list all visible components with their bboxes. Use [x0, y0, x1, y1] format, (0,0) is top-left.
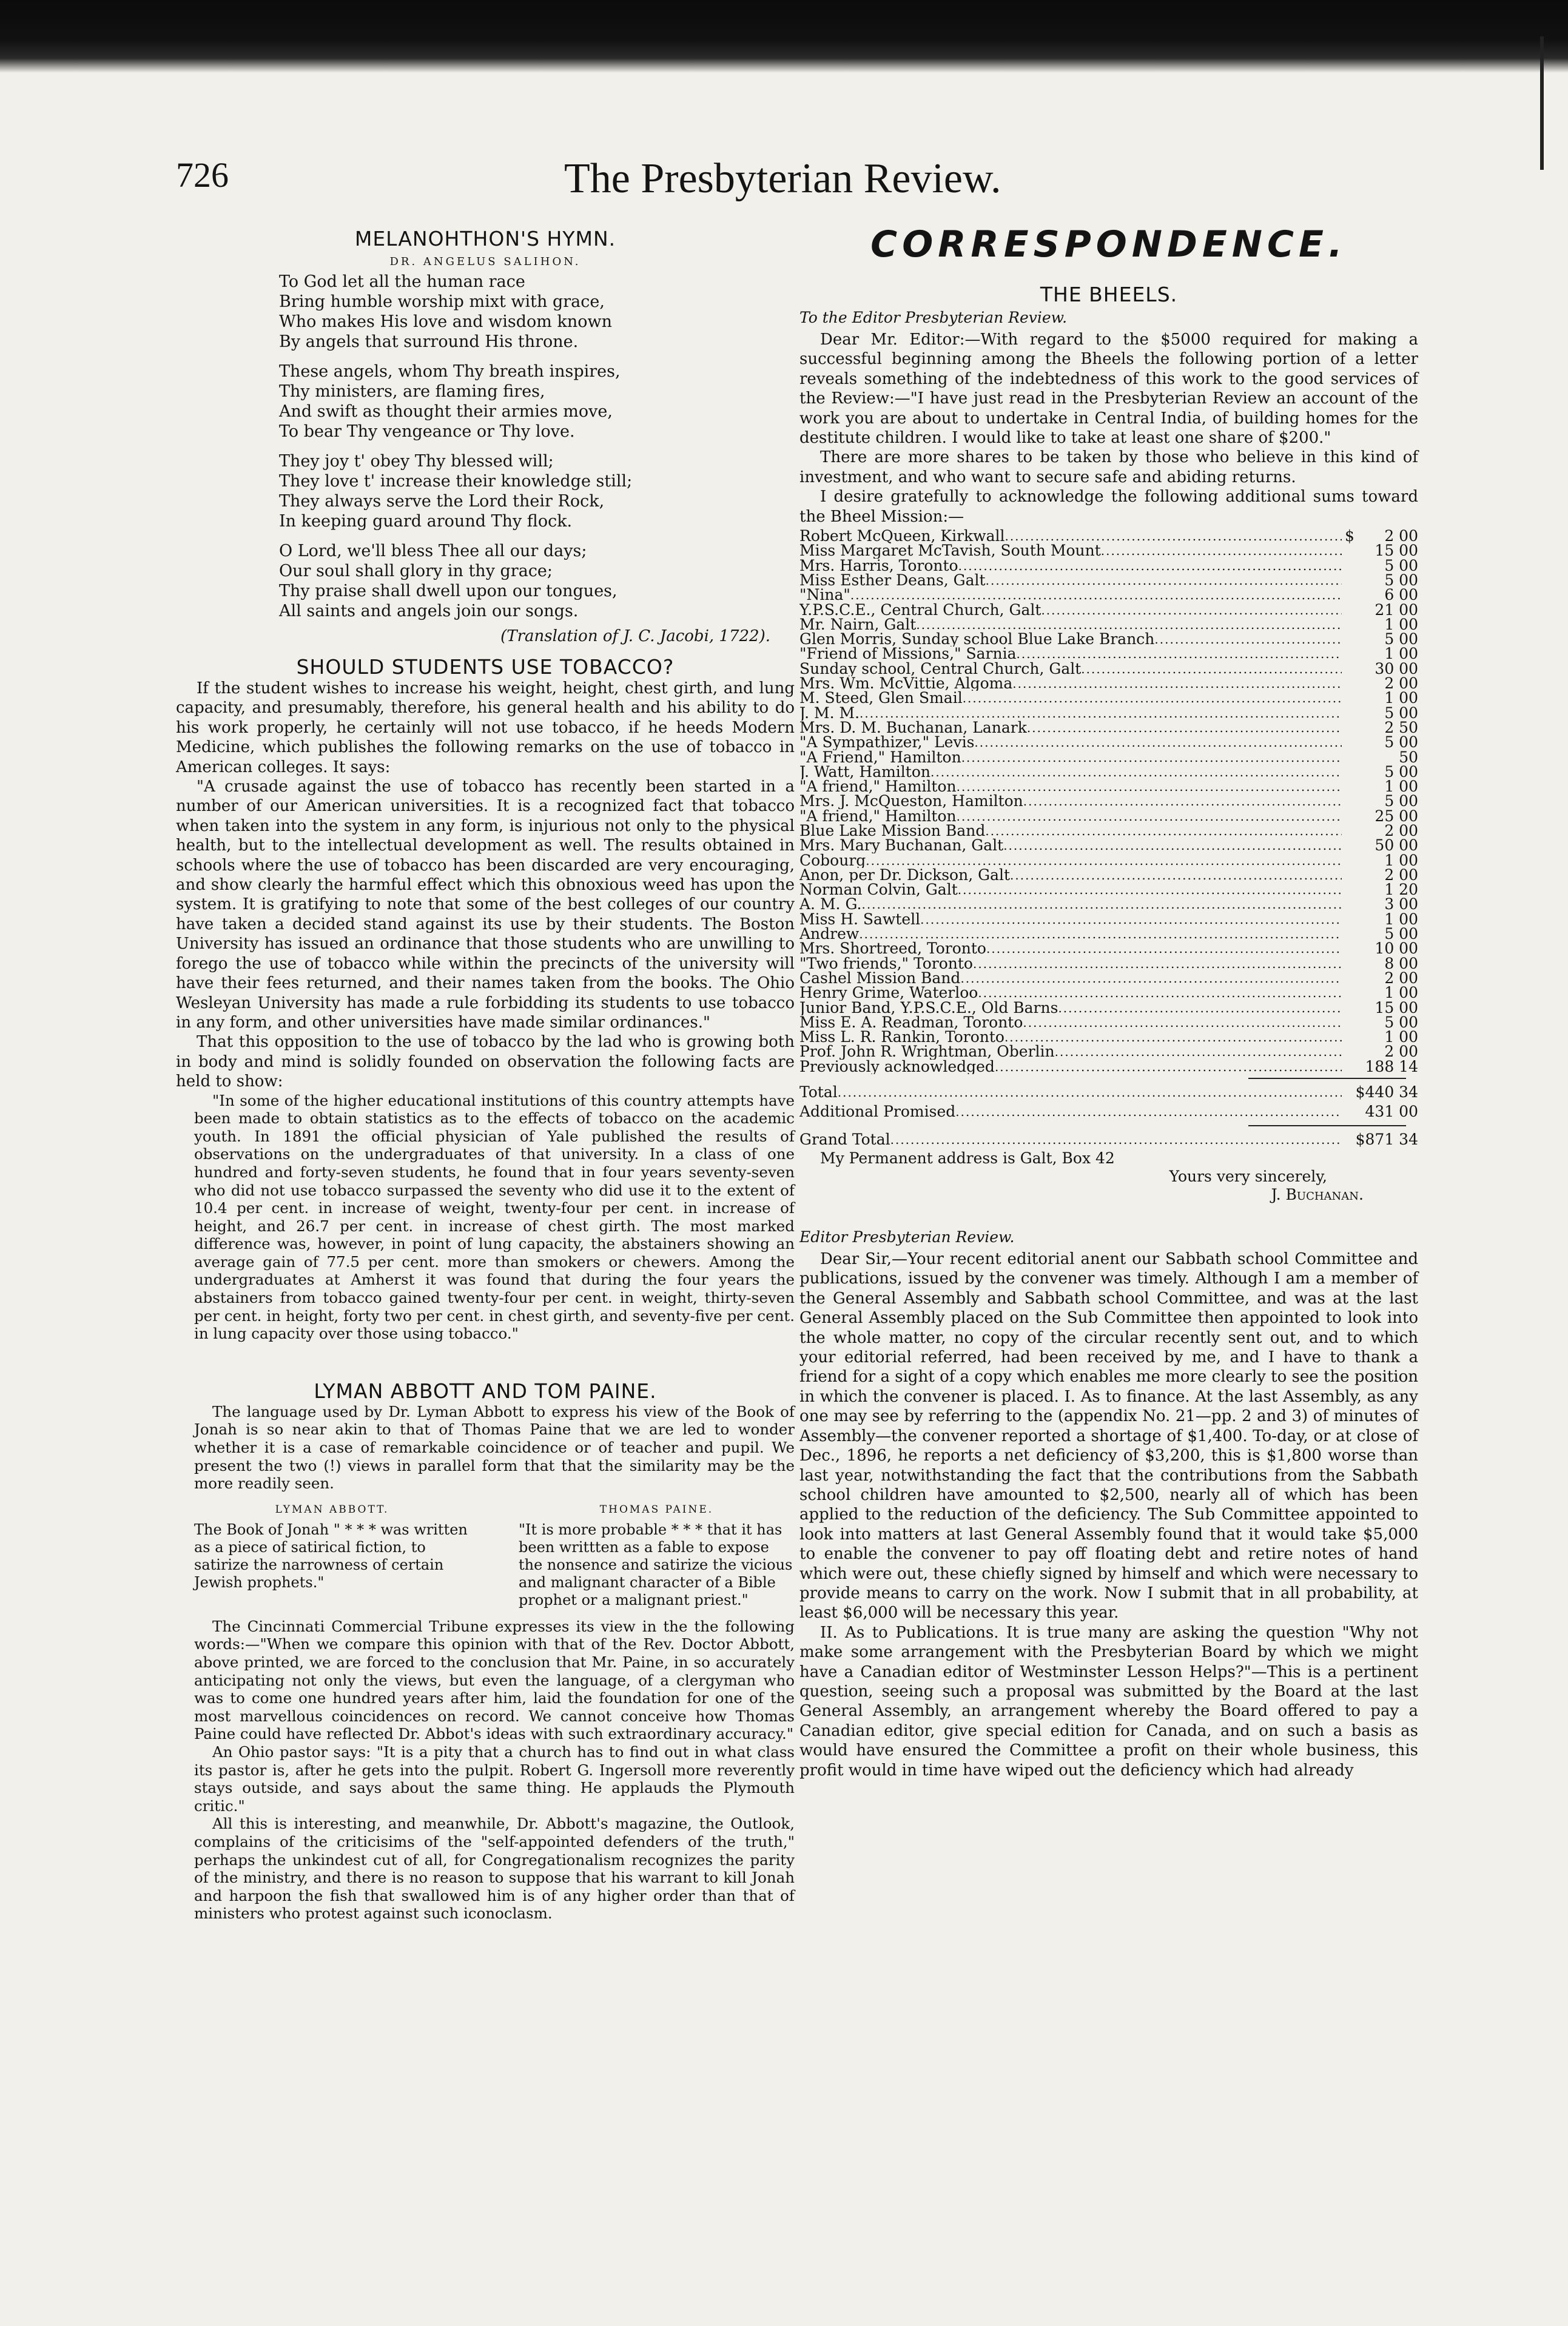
donation-row	[799, 1015, 1418, 1030]
currency-sign	[1342, 882, 1358, 897]
running-title: The Presbyterian Review.	[564, 155, 1001, 202]
currency-sign	[1342, 632, 1358, 647]
total-row	[799, 1083, 1418, 1102]
hymn-stanza: O Lord, we'll bless Thee all our days; Our soul shall glory in thy grace; Thy praise shall dwell upon our tongues, All saints and angels join our songs.	[279, 542, 617, 620]
promised-amount: 431 00	[1365, 1103, 1418, 1121]
currency-sign	[1342, 735, 1358, 750]
grand-total-rule	[1248, 1125, 1406, 1126]
currency-sign	[1342, 809, 1358, 824]
leader-dots	[985, 824, 1342, 838]
donor-name: Norman Colvin, Galt	[799, 882, 958, 898]
leader-dots	[1023, 1015, 1342, 1030]
currency-sign	[1342, 662, 1358, 676]
donor-name: "A friend," Hamilton	[799, 779, 957, 795]
leader-dots	[978, 986, 1342, 1000]
tobacco-intro: If the student wishes to increase his weight, height, chest girth, and lung capacity, and presumably, therefore, his general health and his ability to do his work properly, he certainly will not use tobacco, if he heeds Modern Medicine, which publishes the following remarks on the use of tobacco in American colleges. It says:	[176, 679, 795, 776]
donation-amount: 1 00	[1384, 910, 1418, 928]
currency-sign	[1342, 868, 1358, 882]
leader-dots	[1003, 838, 1342, 853]
currency-sign	[1342, 956, 1358, 971]
donation-row	[799, 718, 1418, 736]
lyman-title: LYMAN ABBOTT AND TOM PAINE.	[314, 1379, 657, 1403]
leader-dots	[930, 765, 1342, 779]
donor-name: Miss Margaret McTavish, South Mount	[799, 543, 1101, 559]
donation-amount: 8 00	[1384, 954, 1418, 972]
tobacco-quote-2-block	[194, 1092, 795, 1343]
donation-row	[799, 941, 1418, 956]
donation-amount: 1 20	[1384, 881, 1418, 899]
donation-row	[799, 556, 1418, 574]
leader-dots	[974, 735, 1342, 750]
donation-amount: 5 00	[1384, 571, 1418, 589]
donor-name: Mrs. D. M. Buchanan, Lanark	[799, 720, 1027, 736]
donation-row	[799, 853, 1418, 868]
currency-sign	[1342, 559, 1358, 573]
donation-row	[799, 998, 1418, 1017]
donation-row	[799, 706, 1418, 721]
donation-amount: 2 00	[1384, 866, 1418, 884]
donation-amount: 2 00	[1384, 969, 1418, 987]
donation-amount: 5 00	[1384, 630, 1418, 648]
donor-name: Miss L. R. Rankin, Toronto	[799, 1030, 1004, 1045]
permanent-address: My Permanent address is Galt, Box 42	[820, 1149, 1115, 1168]
donation-row	[799, 779, 1418, 794]
lyman-intro-block	[194, 1403, 795, 1493]
donor-name: Miss E. A. Readman, Toronto	[799, 1015, 1023, 1030]
leader-dots	[1101, 543, 1342, 558]
donation-row	[799, 735, 1418, 750]
currency-sign	[1342, 691, 1358, 705]
donation-amount: 10 00	[1375, 939, 1418, 958]
donor-name: A. M. G.	[799, 897, 862, 912]
currency-sign	[1342, 750, 1358, 765]
donation-amount: 5 00	[1384, 1013, 1418, 1031]
leader-dots	[860, 706, 1342, 721]
donation-amount: 2 00	[1384, 822, 1418, 839]
donation-row	[799, 617, 1418, 632]
donation-row	[799, 750, 1418, 765]
donor-name: "A Friend," Hamilton	[799, 750, 961, 765]
leader-dots	[958, 882, 1342, 897]
page-number: 726	[176, 155, 229, 195]
donation-row	[799, 1057, 1418, 1075]
donation-amount: 1 00	[1384, 645, 1418, 663]
second-letter-paragraph: Dear Sir,—Your recent editorial anent our Sabbath school Committee and publications, issued by the convener was timely. Although I am a member of the General Assembly and Sabbath school Committee, and was at the last General Assembly placed on the Sub Committee then appointed to look into the whole matter, no copy of the circular recently sent out, and to which your editorial referred, had been received by me, and I have to thank a friend for a sight of a copy which enables me more clearly to see the position in which the convener is placed. I. As to finance. At the last Assembly, as any one may see by referring to the (appendix No. 21—pp. 2 and 3) of minutes of Assembly—the convener reported a shortage of $1,400. To-day, or at close of Dec., 1896, he reports a net deficiency of $3,200, this is $1,800 worse than last year, notwithstanding the fact that the contributions from the Sabbath school children have amounted to $2,500, nearly all of which has been applied to the reduction of the deficiency. The Sub Committee appointed to look into matters at last General Assembly found that it would take $5,000 to enable the convener to pay off floating debt and retire notes of hand which were out, these chiefly signed by himself and which were necessary to provide means to carry on the work. Now I submit that in all probability, at least $6,000 will be necessary this year.	[799, 1250, 1418, 1622]
leader-dots	[1017, 647, 1342, 661]
grand-total-amount: $871 34	[1355, 1131, 1418, 1149]
donation-amount: 5 00	[1384, 792, 1418, 810]
leader-dots	[859, 927, 1342, 941]
currency-sign	[1342, 1030, 1358, 1044]
currency-sign	[1342, 765, 1358, 779]
closing-line: Yours very sincerely,	[1169, 1168, 1327, 1186]
donor-name: Miss Esther Deans, Galt	[799, 573, 986, 588]
grand-total-label: Grand Total	[799, 1131, 890, 1149]
promised-row	[799, 1102, 1418, 1121]
donation-amount: 2 00	[1384, 527, 1418, 545]
donation-row	[799, 927, 1418, 941]
donor-name: "Nina"	[799, 588, 850, 603]
paine-text: "It is more probable * * * that it has been writtten as a fable to expose the nonsence and satirize the vicious and malignant character of a Bible prophet or a malignant priest."	[519, 1521, 793, 1608]
donation-list	[799, 529, 1418, 1074]
tobacco-quote-2: "In some of the higher educational institutions of this country attempts have been made to obtain statistics as to the effects of tobacco on the academic youth. In 1891 the official physician of Yale published the results of observations on the undergraduates of that university. In a class of one hundred and forty-seven students, he found that in four years seventy-seven who did not use tobacco surpassed the seventy who did use it to the extent of 10.4 per cent. in increase of weight, twenty-four per cent. in increase of height, and 26.7 per cent. in increase of chest girth. The most marked difference was, however, in point of lung capacity, the abstainers showing an average gain of 77.5 per cent. more than smokers or chewers. Among the undergraduates at Amherst it was found that during the four years the abstainers from tobacco gained twenty-four per cent. in weight, thirty-seven per cent. in height, forty two per cent. in chest girth, and seventy-five per cent. in lung capacity over those using tobacco."	[194, 1091, 795, 1343]
donation-row	[799, 659, 1418, 677]
donation-amount: 21 00	[1375, 600, 1418, 619]
lyman-body	[194, 1618, 795, 1923]
bheels-signoff	[799, 1149, 1418, 1204]
leader-dots	[958, 559, 1342, 573]
leader-dots	[1041, 603, 1342, 617]
currency-sign	[1342, 573, 1358, 588]
donation-row	[799, 838, 1418, 853]
donation-amount: 5 00	[1384, 556, 1418, 574]
donor-name: Mrs. Harris, Toronto	[799, 558, 958, 573]
currency-sign	[1342, 647, 1358, 661]
donation-amount: 25 00	[1375, 807, 1418, 825]
donor-name: Andrew	[799, 927, 860, 942]
leader-dots	[850, 588, 1342, 602]
currency-sign	[1342, 779, 1358, 794]
donation-amount: 50 00	[1375, 836, 1418, 855]
donation-row	[799, 897, 1418, 912]
scan-top-border	[0, 0, 1568, 73]
donation-row	[799, 762, 1418, 781]
leader-dots	[986, 573, 1342, 588]
donation-amount: 1 00	[1384, 851, 1418, 869]
scan-edge-mark	[1540, 36, 1544, 170]
donation-amount: 1 00	[1384, 615, 1418, 633]
leader-dots	[1081, 662, 1342, 676]
donation-row	[799, 600, 1418, 619]
donor-name: Cobourg	[799, 853, 866, 868]
donor-name: J. M. M.	[799, 705, 860, 721]
leader-dots	[1058, 1001, 1342, 1015]
currency-sign	[1342, 897, 1358, 912]
leader-dots	[866, 853, 1342, 868]
donation-amount: 5 00	[1384, 925, 1418, 943]
leader-dots	[973, 956, 1342, 971]
total-amount: $440 34	[1355, 1083, 1418, 1101]
lyman-intro: The language used by Dr. Lyman Abbott to express his view of the Book of Jonah is so near akin to that of Thomas Paine that we are led to wonder whether it is a case of remarkable coincidence or of teacher and pupil. We present the two (!) views in parallel form that that the similarity may be the more readily seen.	[194, 1402, 795, 1493]
grand-total-row	[799, 1130, 1418, 1149]
donor-name: Mrs. Shortreed, Toronto	[799, 941, 986, 956]
donor-name: Junior Band, Y.P.S.C.E., Old Barns	[799, 1000, 1058, 1015]
donation-row	[799, 647, 1418, 661]
currency-sign	[1342, 676, 1358, 691]
tobacco-middle: That this opposition to the use of tobacco by the lad who is growing both in body and mind is solidly founded on observation the following facts are held to show:	[176, 1033, 795, 1091]
donor-name: Blue Lake Mission Band	[799, 824, 986, 839]
bheels-letter	[799, 330, 1418, 526]
leader-dots	[1004, 529, 1342, 543]
donor-name: Miss H. Sawtell	[799, 912, 921, 927]
lyman-paragraph: An Ohio pastor says: "It is a pity that a church has to find out in what class its pastor is, after he gets into the pulpit. Robert G. Ingersoll more reverently stays outside, and says about the same thing. He applauds the Plymouth critic."	[194, 1743, 795, 1815]
leader-dots	[861, 897, 1342, 912]
currency-sign	[1342, 986, 1358, 1000]
tobacco-title: SHOULD STUDENTS USE TOBACCO?	[296, 655, 675, 679]
abbott-text: The Book of Jonah " * * * was written as a piece of satirical fiction, to satirize the narrowness of certain Jewish prophets."	[194, 1521, 468, 1591]
donor-name: Mrs. J. McQueston, Hamilton	[799, 794, 1023, 809]
donor-name: M. Steed, Glen Smail	[799, 691, 963, 706]
page-header	[0, 155, 1568, 215]
bheels-paragraph: I desire gratefully to acknowledge the following additional sums toward the Bheel Mission:—	[799, 488, 1418, 526]
currency-sign	[1342, 912, 1358, 927]
donation-row	[799, 809, 1418, 824]
bheels-title: THE BHEELS.	[1040, 283, 1178, 306]
currency-sign	[1342, 971, 1358, 986]
hymn-title: MELANOHTHON'S HYMN.	[354, 227, 616, 250]
right-column	[799, 223, 1418, 1780]
donation-amount: 50	[1399, 748, 1418, 766]
donor-name: Prof. John R. Wrightman, Oberlin	[799, 1044, 1055, 1060]
signature: J. Buchanan.	[1271, 1186, 1364, 1204]
donor-name: "Two friends," Toronto	[799, 956, 973, 971]
donor-name: Sunday school, Central Church, Galt	[799, 661, 1082, 677]
grand-total-block	[799, 1130, 1418, 1149]
bheels-paragraph: Dear Mr. Editor:—With regard to the $5000 required for making a successful beginning among the Bheels the following portion of a letter reveals something of the indebtedness of this work to the good services of the Review:—"I have just read in the Presbyterian Review an account of the work you are about to undertake in Central India, of building homes for the destitute children. I would like to take at least one share of $200."	[799, 331, 1418, 448]
donation-amount: 1 00	[1384, 984, 1418, 1002]
currency-sign	[1342, 927, 1358, 941]
leader-dots	[963, 691, 1342, 705]
hymn-stanza: These angels, whom Thy breath inspires, Thy ministers, are flaming fires, And swift as thought their armies move, To bear Thy vengeance or Thy love.	[279, 362, 621, 441]
second-letter-addressee: Editor Presbyterian Review.	[799, 1228, 1015, 1246]
second-letter-paragraph: II. As to Publications. It is true many are asking the question "Why not make some arrangement with the Presbyterian Board by which we might have a Canadian editor of Westminster Lesson Helps?"—This is a pertinent question, seeing such a proposal was submitted by the Board at the last General Assembly, an arrangement whereby the Board offered to pay a Canadian editor, give special edition for Canada, and on such a basis as would have ensured the Committee a profit on their whole business, this profit would in time have wiped out the deficiency which had already	[799, 1623, 1418, 1780]
lyman-paragraph: The Cincinnati Commercial Tribune expresses its view in the the following words:—"When we compare this opinion with that of the Rev. Doctor Abbott, above printed, we are forced to the conclusion that Mr. Paine, in so accurately anticipating not only the views, but even the language, of a clergyman who was to come one hundred years after him, laid the foundation for one of the most marvellous coincidences on record. We cannot conceive how Thomas Paine could have reflected Dr. Abbot's ideas with such extraordinary accuracy."	[194, 1617, 795, 1743]
donation-amount: 2 00	[1384, 1043, 1418, 1061]
donation-row	[799, 543, 1418, 558]
tobacco-article	[176, 679, 795, 1092]
donation-row	[799, 1044, 1418, 1059]
donation-amount: 15 00	[1375, 542, 1418, 560]
donation-row	[799, 986, 1418, 1000]
totals-block	[799, 1083, 1418, 1121]
currency-sign	[1342, 543, 1358, 558]
hymn-translation-credit: (Translation of J. C. Jacobi, 1722).	[500, 627, 770, 645]
currency-sign	[1342, 1044, 1358, 1059]
donation-amount: 188 14	[1365, 1057, 1418, 1075]
leader-dots	[1055, 1044, 1342, 1059]
donation-amount: 5 00	[1384, 704, 1418, 722]
donation-amount: 1 00	[1384, 689, 1418, 707]
donation-row	[799, 971, 1418, 986]
donation-row	[799, 588, 1418, 602]
donation-row	[799, 824, 1418, 838]
leader-dots	[960, 971, 1342, 986]
donation-amount: 3 00	[1384, 895, 1418, 913]
currency-sign	[1342, 853, 1358, 868]
donor-name: Anon, per Dr. Dickson, Galt	[799, 867, 1011, 883]
total-rule	[1248, 1078, 1406, 1079]
donation-row	[799, 691, 1418, 705]
currency-sign	[1342, 603, 1358, 617]
donation-amount: 1 00	[1384, 778, 1418, 796]
total-label: Total	[799, 1083, 838, 1101]
donation-row	[799, 794, 1418, 808]
donation-amount: 6 00	[1384, 586, 1418, 604]
donor-name: J. Watt, Hamilton	[799, 764, 930, 780]
leader-dots	[995, 1060, 1342, 1074]
donation-row	[799, 573, 1418, 588]
abbott-heading: LYMAN ABBOTT.	[275, 1503, 389, 1516]
donation-amount: 2 50	[1384, 718, 1418, 736]
paine-heading: THOMAS PAINE.	[599, 1503, 714, 1516]
currency-sign	[1342, 721, 1358, 735]
currency-sign	[1342, 941, 1358, 956]
leader-dots	[1012, 676, 1342, 691]
currency-sign	[1342, 617, 1358, 632]
donor-name: Cashel Mission Band	[799, 970, 961, 986]
donation-amount: 5 00	[1384, 762, 1418, 781]
currency-sign	[1342, 1015, 1358, 1030]
hymn-stanza: To God let all the human race Bring humble worship mixt with grace, Who makes His love and wisdom known By angels that surround His throne.	[279, 272, 612, 351]
leader-dots	[1023, 794, 1342, 808]
currency-sign	[1342, 1060, 1358, 1074]
donation-amount: 15 00	[1375, 998, 1418, 1017]
leader-dots	[916, 617, 1342, 632]
left-column	[176, 223, 795, 1923]
donation-row	[799, 868, 1418, 882]
currency-sign	[1342, 588, 1358, 602]
leader-dots	[1010, 868, 1342, 882]
abbott-column	[194, 1501, 470, 1609]
donor-name: Robert McQueen, Kirkwall	[799, 529, 1005, 544]
currency-sign: $	[1345, 527, 1354, 545]
currency-sign	[1342, 838, 1358, 853]
currency-sign	[1342, 1001, 1358, 1015]
leader-dots	[1154, 632, 1342, 647]
leader-dots	[1027, 721, 1342, 735]
donor-name: Mrs. Wm. McVittie, Algoma	[799, 676, 1013, 691]
hymn-byline: DR. ANGELUS SALIHON.	[389, 255, 581, 268]
donor-name: Previously acknowledged	[799, 1059, 995, 1075]
donor-name: Mr. Nairn, Galt	[799, 617, 917, 633]
donation-amount: 5 00	[1384, 733, 1418, 751]
second-letter	[799, 1249, 1418, 1780]
promised-label: Additional Promised	[799, 1103, 956, 1121]
leader-dots	[961, 750, 1342, 765]
donation-row	[799, 1030, 1418, 1044]
paine-column	[519, 1501, 795, 1609]
donor-name: Glen Morris, Sunday school Blue Lake Branch	[799, 632, 1155, 647]
currency-sign	[1342, 794, 1358, 808]
donation-amount: 2 00	[1384, 674, 1418, 693]
donor-name: Y.P.S.C.E., Central Church, Galt	[799, 602, 1041, 617]
parallel-columns	[194, 1501, 795, 1609]
donor-name: Mrs. Mary Buchanan, Galt	[799, 838, 1004, 853]
leader-dots	[986, 941, 1342, 956]
bheels-paragraph: There are more shares to be taken by those who believe in this kind of investment, and who want to secure safe and abiding returns.	[799, 448, 1418, 486]
donor-name: Henry Grime, Waterloo	[799, 986, 978, 1001]
hymn-poem	[279, 272, 795, 621]
tobacco-quote-1: "A crusade against the use of tobacco has recently been started in a number of our American universities. It is a recognized fact that tobacco when taken into the system in any form, is injurious not only to the physical health, but to the intellectual development as well. The results obtained in schools where the use of tobacco has been discarded are very encouraging, and show clearly the harmful effect which this obnoxious weed has upon the system. It is gratifying to note that some of the best colleges of our country have taken a decided stand against its use by their students. The Boston University has issued an ordinance that those students who are unwilling to forego the use of tobacco while within the precincts of the university will have their fees returned, and their names taken from the books. The Ohio Wesleyan University has made a rule forbidding its students to use tobacco in any form, and other universities have made similar ordinances."	[176, 778, 795, 1032]
leader-dots	[1004, 1030, 1342, 1044]
donation-amount: 1 00	[1384, 1028, 1418, 1046]
donor-name: "Friend of Missions," Sarnia	[799, 647, 1017, 662]
lyman-paragraph: All this is interesting, and meanwhile, Dr. Abbott's magazine, the Outlook, complains of the criticisims of the "self-appointed defenders of the truth," perhaps the unkindest cut of all, for Congregationalism recognizes the parity of the ministry, and there is no reason to suppose that his warrant to kill Jonah and harpoon the fish that swallowed him is of any higher order than that of ministers who protest against such iconoclasm.	[194, 1815, 795, 1923]
donation-row	[799, 956, 1418, 971]
bheels-addressee: To the Editor Presbyterian Review.	[799, 309, 1068, 326]
donor-name: "A Sympathizer," Levis	[799, 735, 975, 750]
hymn-stanza: They joy t' obey Thy blessed will; They love t' increase their knowledge still; They always serve the Lord their Rock, In keeping guard around Thy flock.	[279, 452, 633, 531]
currency-sign	[1342, 706, 1358, 721]
donor-name: "A friend," Hamilton	[799, 808, 957, 824]
leader-dots	[920, 912, 1342, 927]
leader-dots	[957, 779, 1342, 794]
donation-row	[799, 912, 1418, 927]
correspondence-heading: CORRESPONDENCE.	[870, 223, 1347, 266]
leader-dots	[957, 809, 1342, 824]
donation-amount: 30 00	[1375, 659, 1418, 677]
donation-row	[799, 882, 1418, 897]
donation-row	[799, 529, 1418, 543]
currency-sign	[1342, 824, 1358, 838]
donation-row	[799, 676, 1418, 691]
donation-row	[799, 632, 1418, 647]
